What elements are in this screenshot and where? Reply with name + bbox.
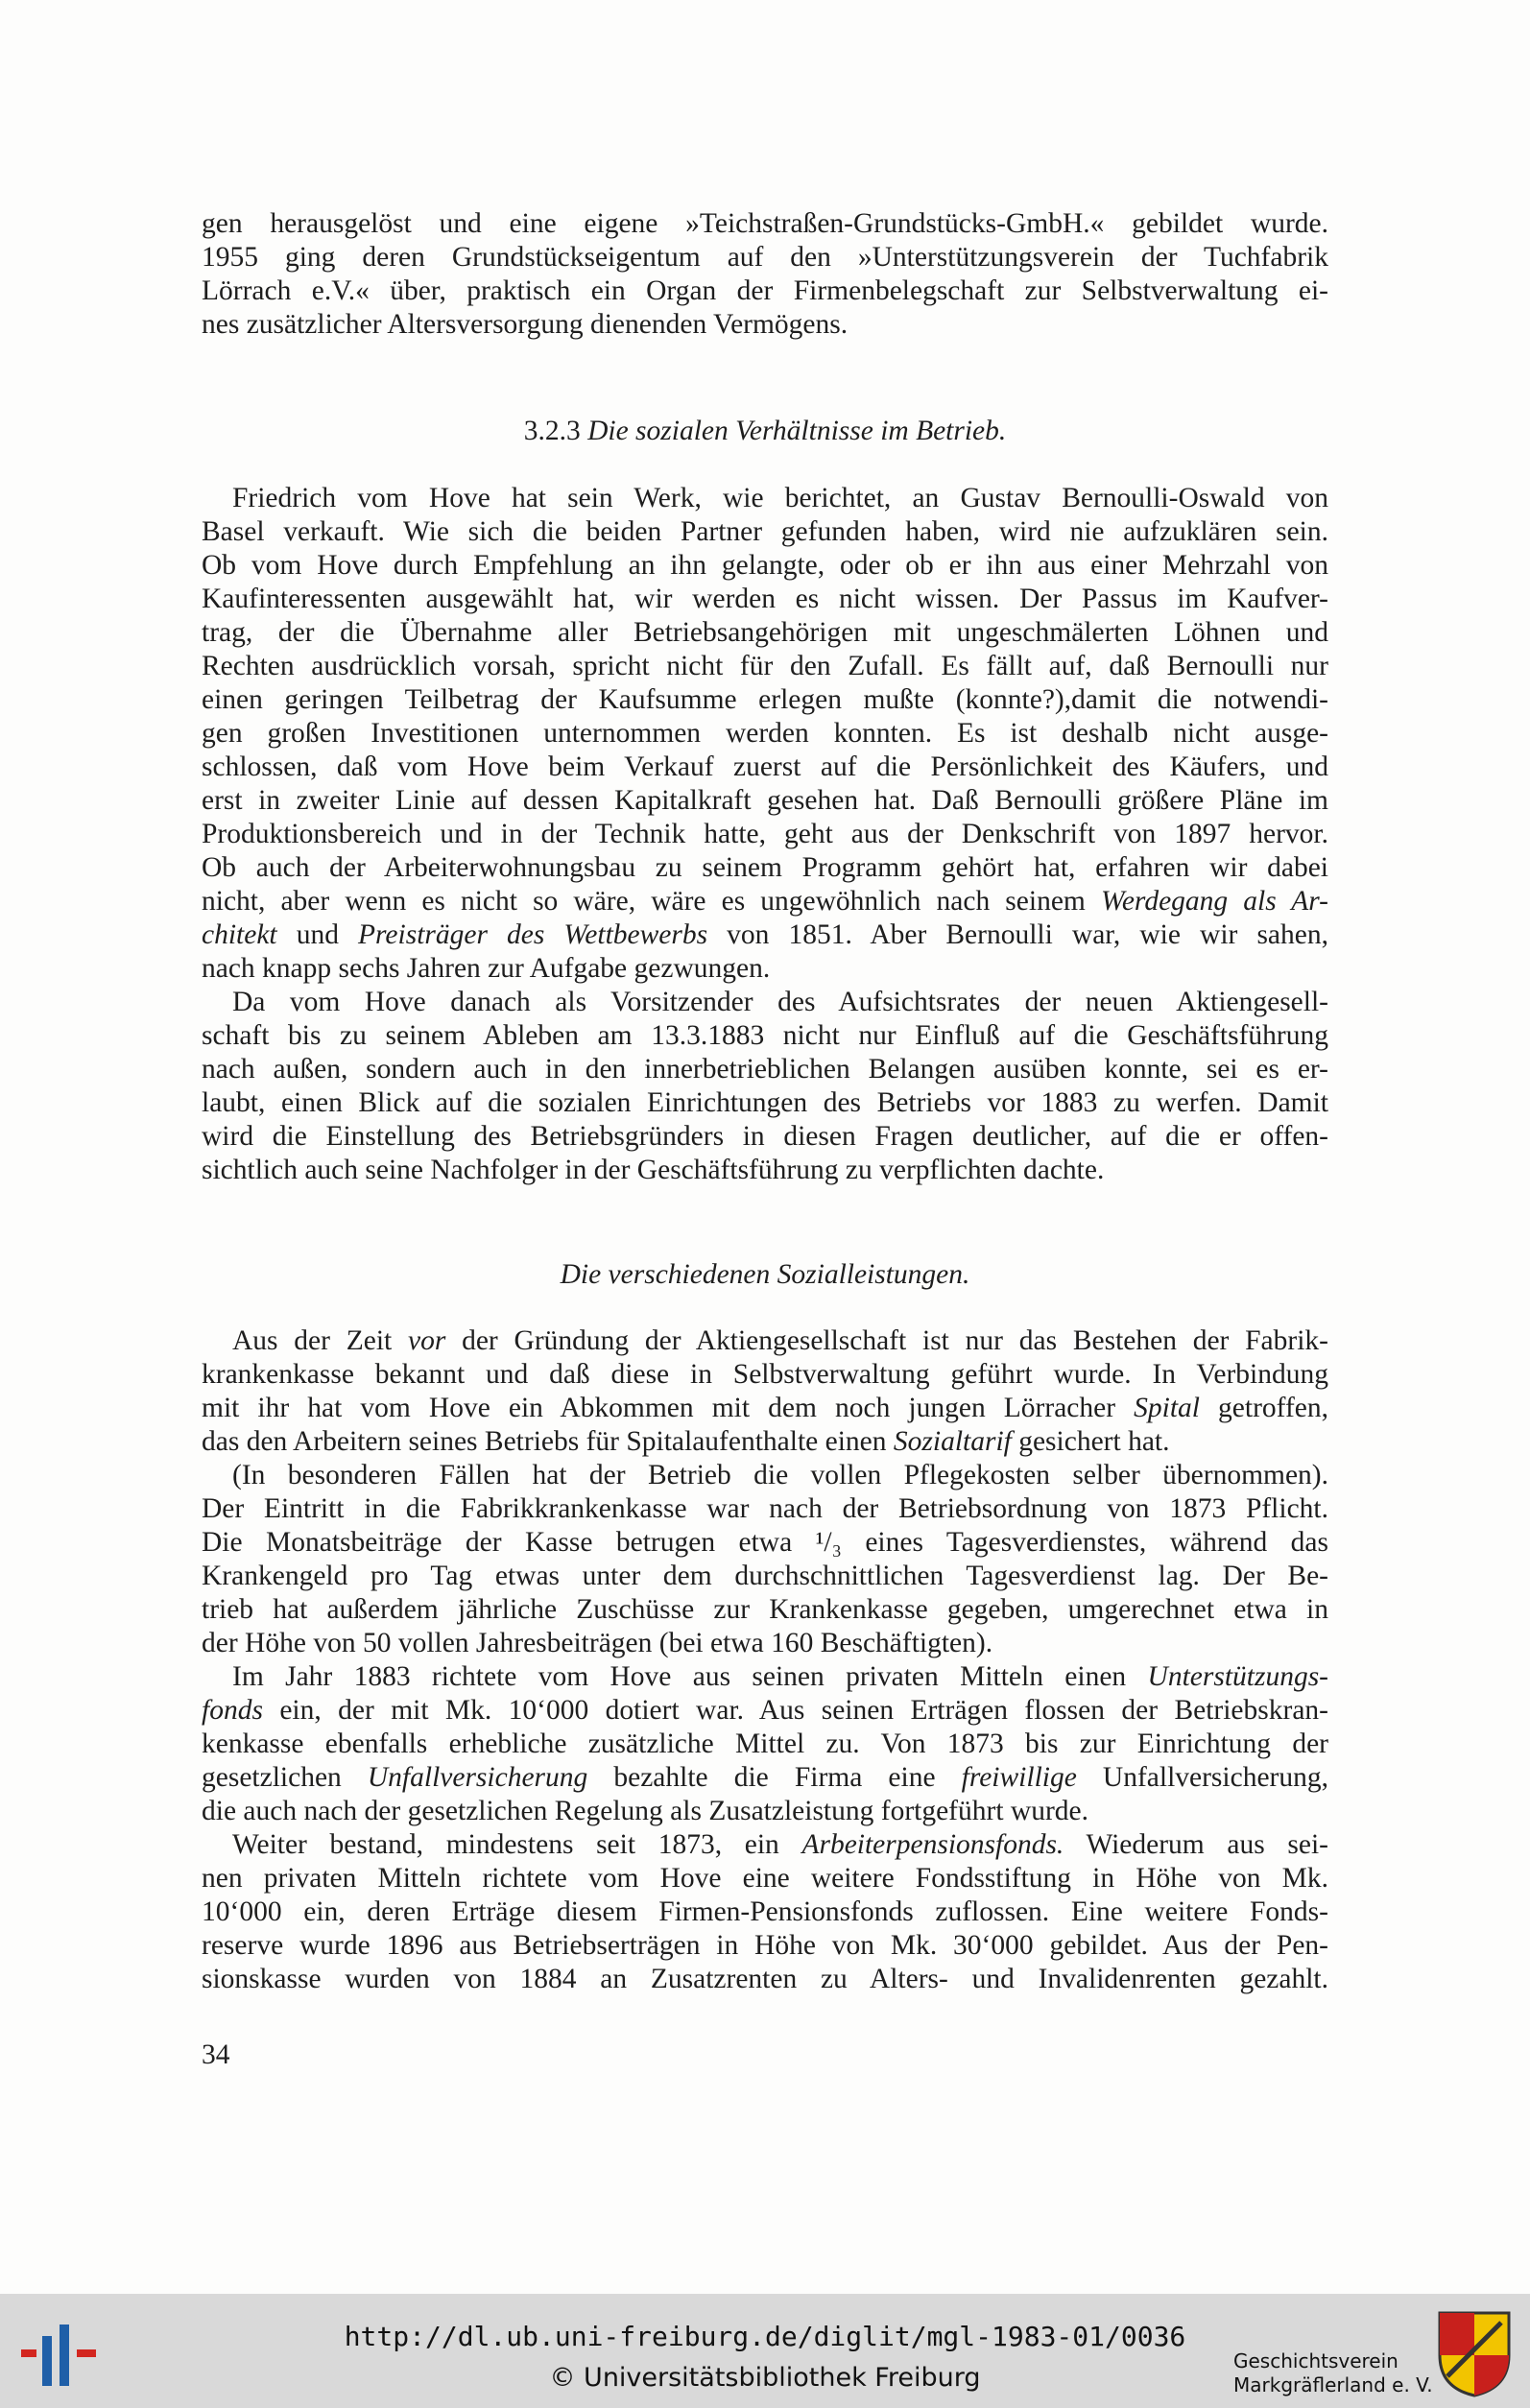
text-line: Da vom Hove danach als Vorsitzender des Aufsichtsrates der neuen Aktiengesell- — [232, 987, 1328, 1017]
text-line: der Höhe von 50 vollen Jahresbeiträgen (bei etwa 160 Beschäftigten). — [202, 1628, 993, 1658]
text-span-italic: Sozialtarif — [893, 1426, 1012, 1457]
text-span-italic: chitekt — [202, 919, 277, 950]
copyright-text: © Universitätsbibliothek Freiburg — [549, 2363, 981, 2393]
text-span: gesichert hat. — [1011, 1426, 1170, 1457]
text-line — [202, 1324, 1328, 1358]
text-span: von 1851. Aber Bernoulli war, wie wir sahen, — [707, 919, 1328, 950]
text-span-italic: fonds — [202, 1695, 263, 1726]
society-line-2: Markgräflerland e. V. — [1233, 2373, 1433, 2396]
text-line: gen großen Investitionen unternommen werden konnten. Es ist deshalb nicht ausge- — [202, 718, 1328, 749]
text-line: Friedrich vom Hove hat sein Werk, wie berichtet, an Gustav Bernoulli-Oswald von — [232, 483, 1328, 513]
text-line — [202, 885, 1328, 918]
text-line: sionskasse wurden von 1884 an Zusatzrenten zu Alters- und Invalidenrenten gezahlt. — [202, 1964, 1328, 1994]
text-line: einen geringen Teilbetrag der Kaufsumme erlegen mußte (konnte?),damit die notwendi- — [202, 684, 1328, 715]
text-line: sichtlich auch seine Nachfolger in der Geschäftsführung zu verpflichten dachte. — [202, 1155, 1105, 1185]
text-span-italic: Unfallversicherung — [367, 1762, 588, 1793]
text-line: nen privaten Mitteln richtete vom Hove eine weitere Fondsstiftung in Höhe von Mk. — [202, 1863, 1328, 1894]
text-span-italic: Preisträger des Wettbewerbs — [358, 919, 708, 950]
text-line: nach außen, sondern auch in den innerbetrieblichen Belangen ausüben konnte, sei es er- — [202, 1054, 1328, 1085]
text-span: mit ihr hat vom Hove ein Abkommen mit dem noch jungen Lörracher — [202, 1393, 1135, 1423]
text-span: Im Jahr 1883 richtete vom Hove aus seinen privaten Mitteln einen — [232, 1661, 1148, 1692]
text-span: Wiederum aus sei- — [1064, 1829, 1328, 1860]
coat-of-arms-icon — [1436, 2309, 1513, 2397]
paragraph-4 — [202, 1324, 1328, 1996]
text-line: kenkasse ebenfalls erhebliche zusätzliche Mittel zu. Von 1873 bis zur Einrichtung der — [202, 1729, 1328, 1759]
text-line: 1955 ging deren Grundstückseigentum auf den »Unterstützungsverein der Tuchfabrik — [202, 242, 1328, 273]
text-line: wird die Einstellung des Betriebsgründers in diesen Fragen deutlicher, auf die er offen- — [202, 1121, 1328, 1152]
section-heading — [202, 415, 1328, 448]
text-span: der Gründung der Aktiengesellschaft ist nur das Bestehen der Fabrik- — [445, 1325, 1328, 1356]
text-line: schaft bis zu seinem Ableben am 13.3.1883 nicht nur Einfluß auf die Geschäftsführung — [202, 1020, 1328, 1051]
paragraph-1 — [202, 207, 1328, 342]
text-line — [202, 1425, 1328, 1459]
subsection-heading: Die verschiedenen Sozialleistungen. — [560, 1259, 970, 1290]
section-title: Die sozialen Verhältnisse im Betrieb. — [587, 416, 1007, 446]
text-line: erst in zweiter Linie auf dessen Kapitalkraft gesehen hat. Daß Bernoulli größere Pläne im — [202, 785, 1328, 816]
text-line — [202, 1828, 1328, 1862]
text-span: Unfallversicherung, — [1076, 1762, 1328, 1793]
text-line: Kaufinteressenten ausgewählt hat, wir werden es nicht wissen. Der Passus im Kaufver- — [202, 584, 1328, 614]
text-line — [202, 1694, 1328, 1728]
text-line: Basel verkauft. Wie sich die beiden Partner gefunden haben, wird nie aufzuklären sein. — [202, 516, 1328, 547]
society-name — [1233, 2349, 1433, 2397]
text-span-italic: vor — [408, 1325, 446, 1356]
text-line — [202, 918, 1328, 952]
text-line: laubt, einen Blick auf die sozialen Einrichtungen des Betriebs vor 1883 zu werfen. Damit — [202, 1087, 1328, 1118]
text-line: Krankengeld pro Tag etwas unter dem durchschnittlichen Tagesverdienst lag. Der Be- — [202, 1561, 1328, 1591]
text-span-italic: Arbeiterpensionsfonds. — [801, 1829, 1064, 1860]
text-line: gen herausgelöst und eine eigene »Teichstraßen-Grundstücks-GmbH.« gebildet wurde. — [202, 208, 1328, 239]
text-line: trag, der die Übernahme aller Betriebsangehörigen mit ungeschmälerten Löhnen und — [202, 617, 1328, 648]
page-number: 34 — [202, 2039, 230, 2070]
paragraph-2 — [202, 482, 1328, 1187]
text-line: krankenkasse bekannt und daß diese in Selbstverwaltung geführt wurde. In Verbindung — [202, 1359, 1328, 1390]
text-line: nach knapp sechs Jahren zur Aufgabe gezwungen. — [202, 953, 771, 984]
text-line: Ob auch der Arbeiterwohnungsbau zu seinem Programm gehört hat, erfahren wir dabei — [202, 852, 1328, 883]
society-line-1: Geschichtsverein — [1233, 2349, 1399, 2372]
section-number: 3.2.3 — [523, 416, 581, 446]
text-span: und — [276, 919, 359, 950]
text-line: die auch nach der gesetzlichen Regelung als Zusatzleistung fortgeführt wurde. — [202, 1796, 1088, 1826]
text-line: 10‘000 ein, deren Erträge diesem Firmen-Pensionsfonds zuflossen. Eine weitere Fonds- — [202, 1896, 1328, 1927]
text-span-italic: Unterstützungs- — [1147, 1661, 1328, 1692]
text-span: gesetzlichen — [202, 1762, 368, 1793]
text-line: nes zusätzlicher Altersversorgung dienenden Vermögens. — [202, 309, 849, 340]
text-span: Aus der Zeit — [232, 1325, 408, 1356]
text-span-italic: freiwillige — [961, 1762, 1077, 1793]
text-span: Weiter bestand, mindestens seit 1873, ein — [232, 1829, 802, 1860]
text-line — [202, 1392, 1328, 1425]
source-url-link[interactable]: http://dl.ub.uni-freiburg.de/diglit/mgl-1983-01/0036 — [344, 2321, 1186, 2352]
text-span: nicht, aber wenn es nicht so wäre, wäre es ungewöhnlich nach seinem — [202, 886, 1101, 917]
text-line: Der Eintritt in die Fabrikkrankenkasse war nach der Betriebsordnung von 1873 Pflicht. — [202, 1493, 1328, 1524]
text-line: Die Monatsbeiträge der Kasse betrugen etwa ¹/₃ eines Tagesverdienstes, während das — [202, 1527, 1328, 1558]
text-line: schlossen, daß vom Hove beim Verkauf zuerst auf die Persönlichkeit des Käufers, und — [202, 751, 1328, 782]
text-line — [202, 1761, 1328, 1795]
footer-bar — [0, 2294, 1530, 2408]
text-span: ein, der mit Mk. 10‘000 dotiert war. Aus seinen Erträgen flossen der Betriebskran- — [262, 1695, 1328, 1726]
text-line: Ob vom Hove durch Empfehlung an ihn gelangte, oder ob er ihn aus einer Mehrzahl von — [202, 550, 1328, 581]
text-line: trieb hat außerdem jährliche Zuschüsse zur Krankenkasse gegeben, umgerechnet etwa in — [202, 1594, 1328, 1625]
text-span: getroffen, — [1199, 1393, 1328, 1423]
text-line: (In besonderen Fällen hat der Betrieb die vollen Pflegekosten selber übernommen). — [232, 1460, 1328, 1490]
text-line: Lörrach e.V.« über, praktisch ein Organ der Firmenbelegschaft zur Selbstverwaltung ei- — [202, 275, 1328, 306]
text-span-italic: Spital — [1134, 1393, 1200, 1423]
text-line: reserve wurde 1896 aus Betriebserträgen in Höhe von Mk. 30‘000 gebildet. Aus der Pen- — [202, 1930, 1328, 1961]
text-line: Rechten ausdrücklich vorsah, spricht nicht für den Zufall. Es fällt auf, daß Bernoulli nur — [202, 651, 1328, 681]
text-line: Produktionsbereich und in der Technik hatte, geht aus der Denkschrift von 1897 hervor. — [202, 819, 1328, 849]
text-span: das den Arbeitern seines Betriebs für Spitalaufenthalte einen — [202, 1426, 894, 1457]
text-span-italic: Werdegang als Ar- — [1100, 886, 1328, 917]
text-span: bezahlte die Firma eine — [587, 1762, 962, 1793]
text-line — [202, 1660, 1328, 1694]
